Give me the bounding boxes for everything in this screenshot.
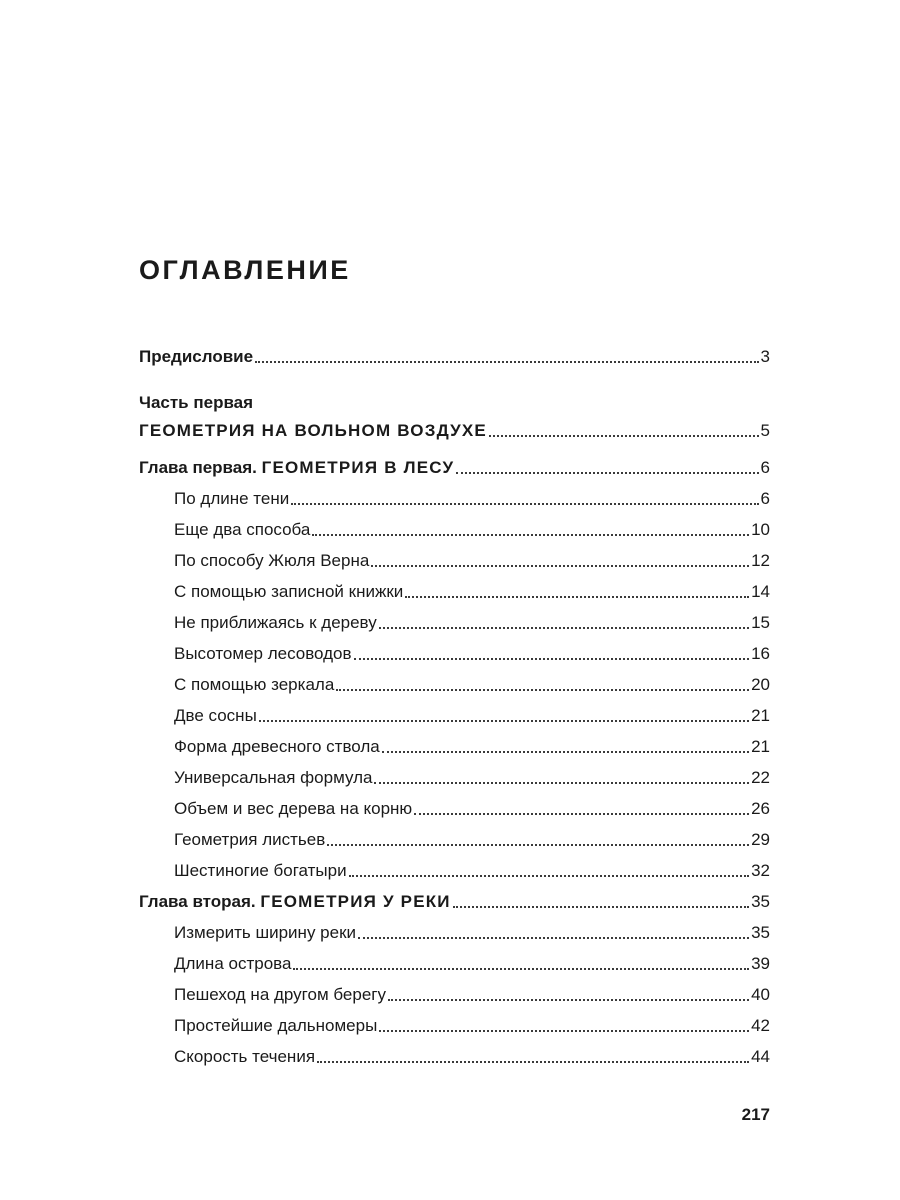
toc-section-page: 6 — [760, 489, 770, 508]
toc-entry-page: 35 — [751, 892, 770, 911]
toc-section-label: Форма древесного ствола — [174, 737, 380, 756]
toc-section-page: 20 — [751, 675, 770, 694]
toc-section-page: 14 — [751, 582, 770, 601]
toc-section[interactable] — [174, 515, 770, 541]
toc-section-page: 21 — [751, 706, 770, 725]
chapter-title: ГЕОМЕТРИЯ У РЕКИ — [260, 892, 451, 911]
toc-section-label: С помощью зеркала — [174, 675, 335, 694]
chapter-prefix: Глава первая. — [139, 458, 262, 477]
dot-leader — [379, 627, 749, 629]
toc-entry-part-one[interactable] — [139, 416, 770, 442]
toc-section-label: Еще два способа — [174, 520, 311, 539]
toc-entry-chapter-2[interactable] — [139, 887, 770, 913]
toc-section[interactable] — [174, 949, 770, 975]
dot-leader — [259, 720, 749, 722]
toc-section-page: 35 — [751, 923, 770, 942]
toc-section-page: 15 — [751, 613, 770, 632]
dot-leader — [405, 596, 749, 598]
dot-leader — [388, 999, 749, 1001]
toc-section-label: Не приближаясь к дереву — [174, 613, 377, 632]
toc-section[interactable] — [174, 856, 770, 882]
chapter-title: ГЕОМЕТРИЯ В ЛЕСУ — [261, 458, 455, 477]
dot-leader — [382, 751, 749, 753]
dot-leader — [354, 658, 750, 660]
toc-section-page: 29 — [751, 830, 770, 849]
dot-leader — [453, 906, 749, 908]
toc-section[interactable] — [174, 825, 770, 851]
toc-section-label: Объем и вес дерева на корню — [174, 799, 413, 818]
toc-section-label: По длине тени — [174, 489, 290, 508]
part-label: Часть первая — [139, 393, 254, 412]
toc-section[interactable] — [174, 1011, 770, 1037]
toc-entry-page: 5 — [760, 421, 770, 440]
toc-entry-page: 3 — [760, 347, 770, 366]
toc-entry-page: 6 — [760, 458, 770, 477]
toc-section[interactable] — [174, 918, 770, 944]
dot-leader — [358, 937, 749, 939]
toc-section-label: Высотомер лесоводов — [174, 644, 352, 663]
toc-section-label: Простейшие дальномеры — [174, 1016, 378, 1035]
toc-entry-preface[interactable] — [139, 342, 770, 368]
toc-section[interactable] — [174, 1042, 770, 1068]
dot-leader — [327, 844, 749, 846]
toc-section-page: 10 — [751, 520, 770, 539]
toc-section-label: Две сосны — [174, 706, 257, 725]
toc-section-label: Пешеход на другом берегу — [174, 985, 386, 1004]
dot-leader — [371, 565, 749, 567]
toc-section[interactable] — [174, 732, 770, 758]
toc-section[interactable] — [174, 608, 770, 634]
toc-section[interactable] — [174, 639, 770, 665]
dot-leader — [489, 435, 759, 437]
toc-section-label: Универсальная формула — [174, 768, 373, 787]
dot-leader — [456, 472, 758, 474]
toc-section[interactable] — [174, 980, 770, 1006]
toc-section[interactable] — [174, 484, 770, 510]
toc-section-page: 40 — [751, 985, 770, 1004]
toc-section-label: Шестиногие богатыри — [174, 861, 347, 880]
toc-section-page: 16 — [751, 644, 770, 663]
toc-section-label: Геометрия листьев — [174, 830, 326, 849]
dot-leader — [414, 813, 749, 815]
toc-section-label: Скорость течения — [174, 1047, 316, 1066]
toc-section-label: По способу Жюля Верна — [174, 551, 370, 570]
dot-leader — [255, 361, 758, 363]
toc-section[interactable] — [174, 546, 770, 572]
toc-section-page: 44 — [751, 1047, 770, 1066]
chapter-prefix: Глава вторая. — [139, 892, 261, 911]
toc-section-page: 22 — [751, 768, 770, 787]
toc-section[interactable] — [174, 763, 770, 789]
toc-entry-chapter-1[interactable] — [139, 453, 770, 479]
toc-section-page: 42 — [751, 1016, 770, 1035]
toc-section[interactable] — [174, 670, 770, 696]
dot-leader — [374, 782, 749, 784]
toc-section-page: 21 — [751, 737, 770, 756]
dot-leader — [293, 968, 749, 970]
dot-leader — [291, 503, 758, 505]
toc-section[interactable] — [174, 701, 770, 727]
toc-section-page: 39 — [751, 954, 770, 973]
part-title: ГЕОМЕТРИЯ НА ВОЛЬНОМ ВОЗДУХЕ — [139, 421, 487, 440]
toc-section-page: 26 — [751, 799, 770, 818]
toc-section-label: Длина острова — [174, 954, 292, 973]
toc-entry-label: Предисловие — [139, 347, 254, 366]
dot-leader — [349, 875, 749, 877]
toc-section-page: 32 — [751, 861, 770, 880]
page-number: 217 — [741, 1105, 770, 1124]
toc-section[interactable] — [174, 794, 770, 820]
toc-section[interactable] — [174, 577, 770, 603]
dot-leader — [336, 689, 749, 691]
dot-leader — [317, 1061, 749, 1063]
dot-leader — [379, 1030, 749, 1032]
toc-section-label: Измерить ширину реки — [174, 923, 357, 942]
toc-section-label: С помощью записной книжки — [174, 582, 404, 601]
dot-leader — [312, 534, 749, 536]
page-title: ОГЛАВЛЕНИЕ — [139, 255, 351, 285]
toc-section-page: 12 — [751, 551, 770, 570]
